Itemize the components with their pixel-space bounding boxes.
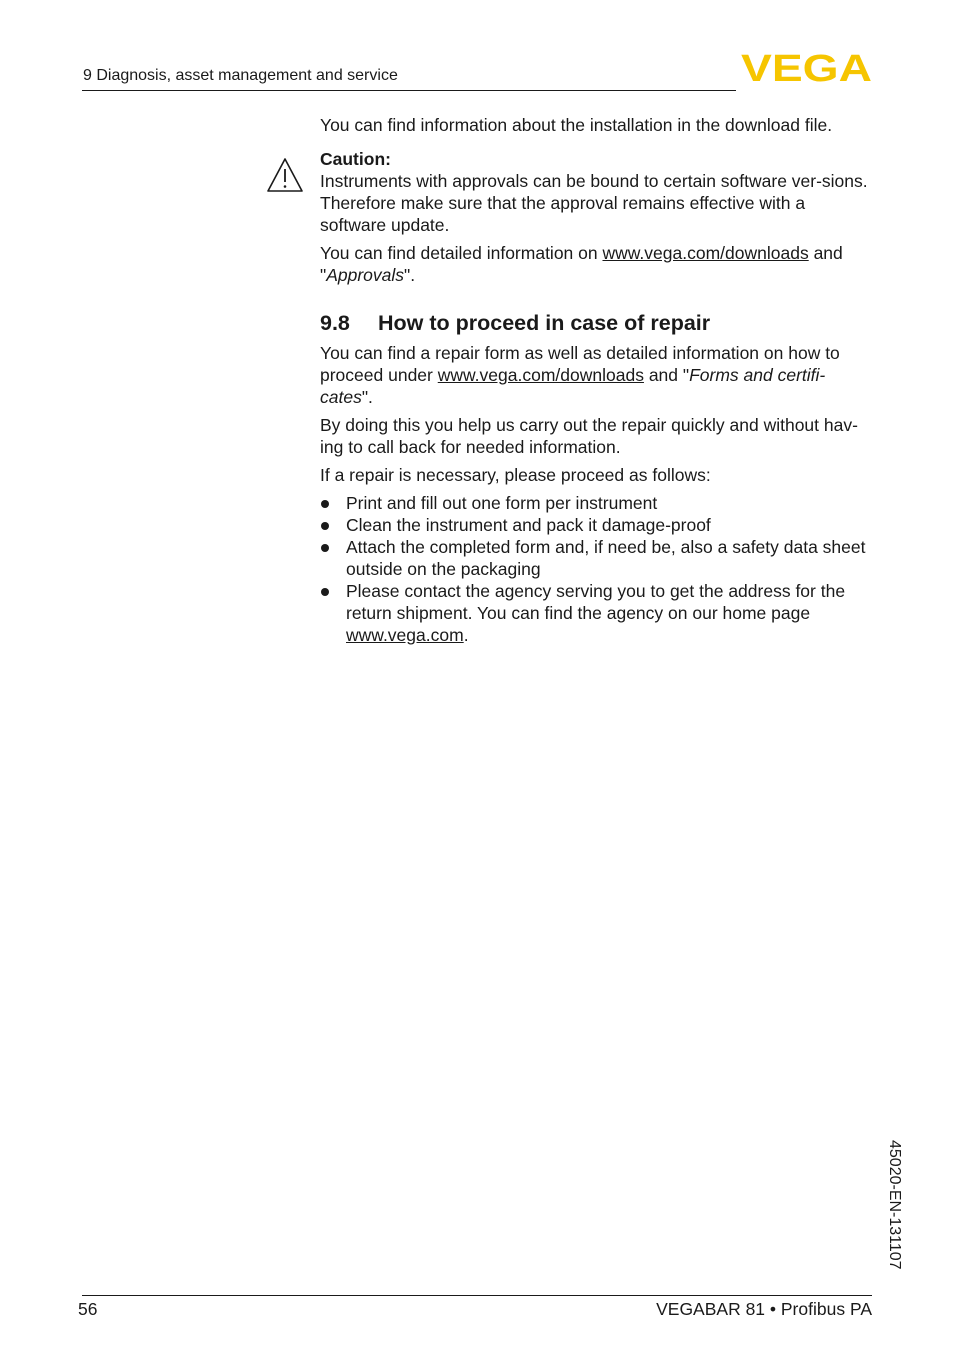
document-code: 45020-EN-131107 (886, 1140, 903, 1270)
caution-title: Caution: (320, 149, 391, 169)
header-section-title: 9 Diagnosis, asset management and service (83, 67, 398, 84)
caution-detail-paragraph: You can find detailed information on www.vega.com/downloads and "Approvals". (320, 243, 843, 285)
list-item: Please contact the agency serving you to get the address for the return shipment. You can find the agency on our home page www.vega.com. (320, 580, 872, 646)
caution-text: Instruments with approvals can be bound to certain software ver-sions. Therefore make sure that the approval remains effective with a software update. (320, 171, 868, 235)
page-number: 56 (78, 1299, 98, 1319)
section-title: How to proceed in case of repair (378, 311, 711, 335)
list-item: Clean the instrument and pack it damage-proof (320, 514, 872, 536)
downloads-link[interactable]: www.vega.com/downloads (602, 243, 809, 263)
main-content (320, 114, 872, 646)
list-item: Attach the completed form and, if need be, also a safety data sheet outside on the packaging (320, 536, 872, 580)
repair-form-paragraph: You can find a repair form as well as detailed information on how to proceed under www.vega.com/downloads and "Forms and certifi-cates". (320, 343, 840, 407)
header-divider (82, 90, 736, 91)
repair-steps-list (320, 492, 872, 646)
warning-triangle-icon (266, 157, 304, 193)
footer-divider (82, 1295, 872, 1296)
footer-product-name: VEGABAR 81 • Profibus PA (656, 1299, 872, 1319)
section-number: 9.8 (320, 311, 350, 335)
section-heading (320, 310, 872, 336)
vega-logo (741, 52, 872, 83)
repair-purpose-paragraph: By doing this you help us carry out the repair quickly and without hav-ing to call back for needed information. (320, 415, 858, 457)
list-item: Print and fill out one form per instrument (320, 492, 872, 514)
repair-downloads-link[interactable]: www.vega.com/downloads (437, 365, 644, 385)
vega-home-link[interactable]: www.vega.com (346, 625, 464, 645)
repair-steps-intro: If a repair is necessary, please proceed as follows: (320, 465, 711, 485)
svg-text:VEGA: VEGA (741, 52, 872, 83)
install-info-paragraph: You can find information about the installation in the download file. (320, 115, 833, 135)
